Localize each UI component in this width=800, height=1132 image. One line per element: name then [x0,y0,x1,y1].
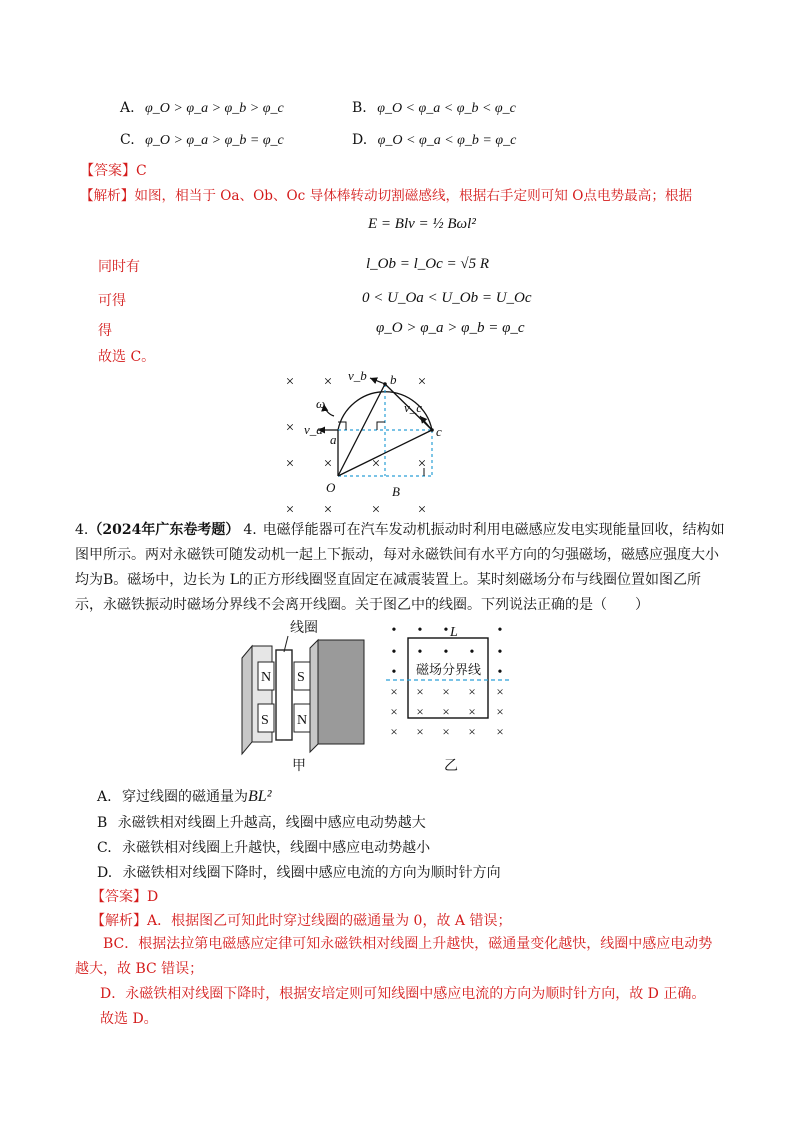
q4-analysis-line-4: 故选 D。 [100,1011,158,1027]
option-label: C. [120,132,135,148]
row-label-tongshiyou: 同时有 [98,259,140,275]
field-cross: × [442,684,450,699]
field-cross: × [417,456,427,472]
q3-option-b [352,100,516,117]
q4-number: 4. [75,522,89,538]
answer-tag: 【答案】 [91,889,147,905]
answer-tag: 【答案】 [80,163,136,179]
omega-arrow [324,404,334,416]
option-text: 永磁铁相对线圈下降时，线圈中感应电流的方向为顺时针方向 [122,865,501,881]
figure-yi [382,614,522,774]
option-label: B. [352,100,367,116]
label-o: O [326,480,336,495]
row-label-de: 得 [98,323,112,339]
analysis-text: A．根据图乙可知此时穿过线圈的磁通量为 0，故 A 错误； [147,913,512,929]
field-cross: × [468,724,476,739]
point-b [383,382,387,386]
field-cross: × [442,704,450,719]
formula-lengths: l_Ob = l_Oc = √5 R [366,256,490,272]
q3-option-d [352,132,516,149]
coil [276,650,292,740]
option-label: A. [97,789,112,805]
field-cross: × [468,704,476,719]
field-cross: × [323,456,333,472]
label-vb: v_b [348,368,367,383]
magnet-plate-right [318,640,364,744]
q3-option-a [120,100,284,117]
q3-conclusion: 故选 C。 [98,349,156,365]
q4-option-d [97,862,501,882]
q4-analysis-line-2: BC．根据法拉第电磁感应定律可知永磁铁相对线圈上升越快，磁通量变化越快，线圈中感应电动势越大，故 BC 错误； [75,936,713,977]
field-cross: × [468,684,476,699]
q4-answer [91,886,158,906]
q4-option-c [97,837,430,857]
caption-jia: 甲 [292,758,306,774]
magnet-plate-left [242,646,252,754]
option-expr: φ_O < φ_a < φ_b = φ_c [377,133,517,148]
q3-analysis [80,184,692,204]
q4-analysis-line-3: D．永磁铁相对线圈下降时，根据安培定则可知线圈中感应电流的方向为顺时针方向，故 D 正确。 [100,986,706,1002]
analysis-tag: 【解析】 [80,188,135,204]
formula-voltages: 0 < U_Oa < U_Ob = U_Oc [362,290,532,306]
field-dot: • [497,665,503,680]
field-cross: × [442,724,450,739]
option-text: 永磁铁相对线圈上升越快，线圈中感应电动势越小 [122,840,431,856]
option-text: 永磁铁相对线圈上升越高，线圈中感应电动势越大 [117,815,426,831]
field-cross: × [496,704,504,719]
caption-yi: 乙 [444,758,458,774]
label-b: b [390,372,397,387]
option-expr: φ_O > φ_a > φ_b > φ_c [145,101,284,116]
field-cross: × [371,456,381,472]
field-dot: • [497,623,503,638]
option-label: D. [352,132,368,148]
rotating-rod-figure [280,368,460,518]
option-expr: BL² [248,788,272,805]
label-boundary: 磁场分界线 [416,663,482,678]
label-s-bottom: S [261,713,269,728]
label-field-b: B [392,484,400,499]
field-cross: × [323,374,333,390]
field-cross: × [323,502,333,518]
answer-value: C [136,163,147,179]
field-dot: • [497,645,503,660]
figure-jia [236,614,376,774]
label-l: L [450,625,458,640]
field-cross: × [496,724,504,739]
field-cross: × [416,724,424,739]
label-n-bottom: N [297,713,308,728]
option-label: B [97,815,108,831]
label-omega: ω [316,396,326,411]
q4-source: （2024年广东卷考题） [88,522,240,538]
row-label-kede: 可得 [98,293,126,309]
field-dot: • [391,645,397,660]
option-expr: φ_O > φ_a > φ_b = φ_c [145,133,284,148]
label-a: a [330,432,337,447]
q3-option-c [120,132,284,149]
field-cross: × [417,374,427,390]
formula-emf: E = Blv = ½ Bωl² [368,216,476,232]
field-cross: × [417,502,427,518]
analysis-tag: 【解析】 [91,913,147,929]
formula-potentials: φ_O > φ_a > φ_b = φ_c [376,320,525,336]
field-cross: × [285,420,295,436]
field-cross: × [496,684,504,699]
label-vc: v_c [404,400,423,415]
field-cross: × [285,502,295,518]
q4-stem [75,518,725,618]
label-coil: 线圈 [290,620,318,636]
q4-analysis-line-1 [91,910,511,930]
option-text: 穿过线圈的磁通量为 [122,789,249,805]
velocity-arrow-vb [370,378,385,384]
field-cross: × [390,724,398,739]
q3-answer [80,160,147,180]
q4-option-a [97,786,271,806]
field-cross: × [285,374,295,390]
field-cross: × [416,704,424,719]
analysis-text: 如图，相当于 Oa、Ob、Oc 导体棒转动切割磁感线，根据右手定则可知 O点电势最高；根据 [134,188,693,204]
option-label: D. [97,865,113,881]
option-label: A. [120,100,135,116]
field-dot: • [443,623,449,638]
field-cross: × [285,456,295,472]
option-expr: φ_O < φ_a < φ_b < φ_c [377,101,516,116]
field-cross: × [416,684,424,699]
field-dot: • [417,623,423,638]
q4-stem-text: 电磁俘能器可在汽车发动机振动时利用电磁感应发电实现能量回收，结构如图甲所示。两对永磁铁可随发动机一起上下振动，每对永磁铁间有水平方向的匀强磁场，磁感应强度大小均为B。磁场中，边长为 L的正方形线圈竖直固定在减震装置上。某时刻磁场分布与线圈位置如图乙所示，永磁铁振动时磁场分界线不会离开线圈。关于图乙中的线圈。下列说法正确的是（ ） [75,522,725,613]
field-cross: × [390,704,398,719]
label-s-top: S [297,670,305,685]
field-dot: • [417,645,423,660]
field-dot: • [469,645,475,660]
option-label: C. [97,840,112,856]
point-c [430,428,434,432]
label-n-top: N [261,670,272,685]
q4-subnum: 4. [243,522,257,538]
field-dot: • [443,645,449,660]
label-c: c [436,424,442,439]
q4-option-b [97,812,426,832]
label-va: v_a [304,422,323,437]
right-angle-mark [377,422,385,430]
field-dot: • [391,623,397,638]
answer-value: D [147,889,159,905]
field-dot: • [391,665,397,680]
field-cross: × [371,502,381,518]
field-cross: × [390,684,398,699]
